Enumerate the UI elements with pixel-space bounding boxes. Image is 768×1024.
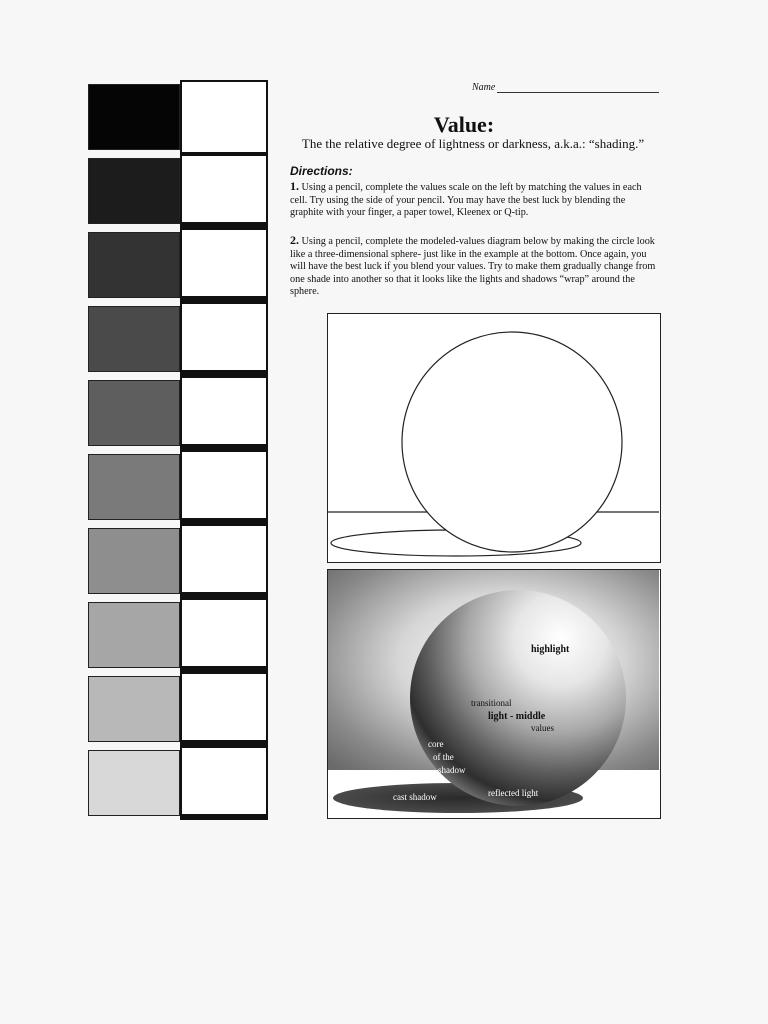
label-reflected-light: reflected light <box>488 788 539 798</box>
blank-sphere <box>402 332 622 552</box>
step-2-number: 2. <box>290 233 299 247</box>
step-2-text: Using a pencil, complete the modeled-values diagram below by making the circle look like a three-dimensional sphere- just like in the example at the bottom. Once again, you will have the best luck if you blend your values. Try to make them gradually change from one shade into another so that it looks like the lights and shadows “wrap” around the sphere. <box>290 236 656 297</box>
label-transitional: transitional <box>471 698 512 708</box>
blank-value-cell[interactable] <box>180 598 268 672</box>
value-swatch <box>88 232 180 298</box>
blank-value-cell[interactable] <box>180 450 268 524</box>
blank-value-cell[interactable] <box>180 228 268 302</box>
label-light-middle: light - middle <box>488 711 546 722</box>
value-scale <box>86 80 270 820</box>
shaded-sphere-example <box>327 569 661 819</box>
value-swatch <box>88 306 180 372</box>
blank-value-cell[interactable] <box>180 672 268 746</box>
blank-sphere-diagram <box>327 313 661 563</box>
direction-step-2 <box>290 234 660 299</box>
name-field[interactable] <box>472 82 659 93</box>
name-underline[interactable] <box>497 82 659 93</box>
label-values: values <box>531 723 554 733</box>
name-label: Name <box>472 82 496 93</box>
blank-value-cell[interactable] <box>180 154 268 228</box>
value-swatch <box>88 602 180 668</box>
label-of-the: of the <box>433 752 454 762</box>
step-1-text: Using a pencil, complete the values scale on the left by matching the values in each cell. Try using the side of your pencil. You may have the best luck by blending the graphite with your finger, a paper towel, Kleenex or Q-tip. <box>290 182 642 218</box>
page-title: Value: <box>433 112 495 137</box>
blank-sphere-drawing <box>328 314 659 561</box>
blank-value-cell[interactable] <box>180 376 268 450</box>
label-shadow: shadow <box>438 765 466 775</box>
label-core: core <box>428 739 444 749</box>
blank-value-cell[interactable] <box>180 746 268 820</box>
blank-value-cell[interactable] <box>180 524 268 598</box>
directions-heading: Directions: <box>290 164 353 178</box>
value-swatch <box>88 528 180 594</box>
shaded-sphere-drawing <box>328 570 659 817</box>
value-swatch <box>88 676 180 742</box>
value-swatch <box>88 380 180 446</box>
direction-step-1 <box>290 180 660 220</box>
value-swatch <box>88 158 180 224</box>
page-subtitle: The the relative degree of lightness or darkness, a.k.a.: “shading.” <box>301 136 645 151</box>
label-highlight: highlight <box>531 644 570 655</box>
step-1-number: 1. <box>290 179 299 193</box>
blank-value-cell[interactable] <box>180 302 268 376</box>
label-cast-shadow: cast shadow <box>393 792 437 802</box>
value-swatch <box>88 454 180 520</box>
value-swatch <box>88 750 180 816</box>
